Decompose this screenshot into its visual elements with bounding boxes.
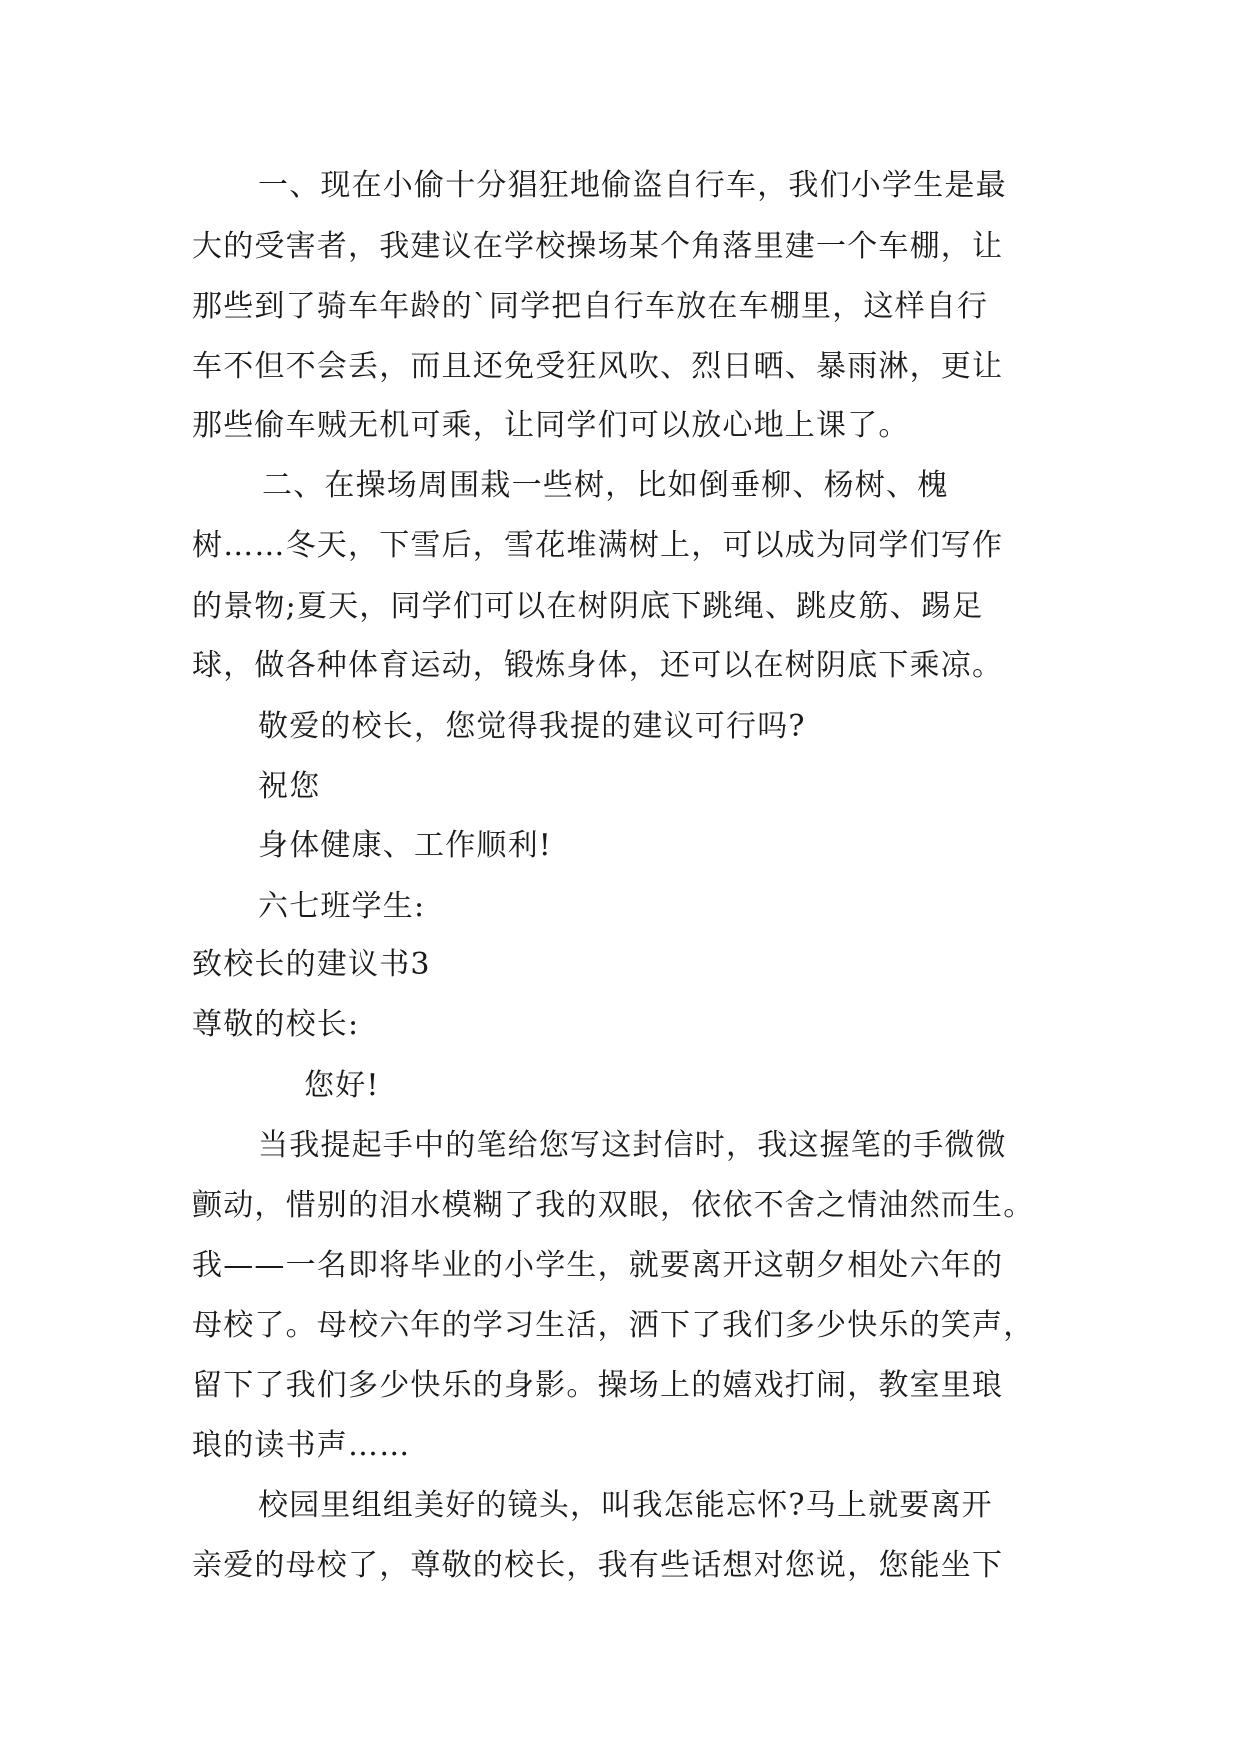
paragraph-line: 那些到了骑车年龄的`同学把自行车放在车棚里，这样自行 bbox=[192, 289, 989, 324]
section-title: 致校长的建议书3 bbox=[192, 947, 431, 982]
paragraph-line: 琅的读书声…… bbox=[192, 1428, 411, 1463]
paragraph-line: 颤动，惜别的泪水模糊了我的双眼，依依不舍之情油然而生。 bbox=[192, 1188, 1035, 1223]
closing-question: 敬爱的校长，您觉得我提的建议可行吗? bbox=[258, 709, 806, 744]
paragraph-line: 二、在操场周围栽一些树，比如倒垂柳、杨树、槐 bbox=[262, 468, 949, 503]
salutation-wish-text: 身体健康、工作顺利! bbox=[258, 828, 553, 863]
paragraph-line: 车不但不会丢，而且还免受狂风吹、烈日晒、暴雨淋，更让 bbox=[192, 349, 1004, 384]
salutation-wish: 祝您 bbox=[258, 769, 321, 804]
letter-greeting: 尊敬的校长: bbox=[192, 1007, 360, 1042]
paragraph-line: 一、现在小偷十分猖狂地偷盗自行车，我们小学生是最 bbox=[258, 168, 1007, 203]
signature: 六七班学生: bbox=[258, 889, 426, 924]
paragraph-line: 大的受害者，我建议在学校操场某个角落里建一个车棚，让 bbox=[192, 229, 1004, 264]
paragraph-line: 树……冬天，下雪后，雪花堆满树上，可以成为同学们写作 bbox=[192, 528, 1004, 563]
paragraph-line: 那些偷车贼无机可乘，让同学们可以放心地上课了。 bbox=[192, 408, 910, 443]
paragraph-line: 母校了。母校六年的学习生活，洒下了我们多少快乐的笑声， bbox=[192, 1308, 1035, 1343]
letter-hello: 您好! bbox=[304, 1068, 380, 1103]
paragraph-line: 校园里组组美好的镜头，叫我怎能忘怀?马上就要离开 bbox=[258, 1488, 993, 1523]
paragraph-line: 的景物;夏天，同学们可以在树阴底下跳绳、跳皮筋、踢足 bbox=[192, 589, 984, 624]
paragraph-line: 留下了我们多少快乐的身影。操场上的嬉戏打闹，教室里琅 bbox=[192, 1368, 1004, 1403]
paragraph-line: 当我提起手中的笔给您写这封信时，我这握笔的手微微 bbox=[258, 1128, 1007, 1163]
paragraph-line: 亲爱的母校了，尊敬的校长，我有些话想对您说，您能坐下 bbox=[192, 1548, 1004, 1583]
paragraph-line: 球，做各种体育运动，锻炼身体，还可以在树阴底下乘凉。 bbox=[192, 648, 1004, 683]
paragraph-line: 我——一名即将毕业的小学生，就要离开这朝夕相处六年的 bbox=[192, 1248, 1004, 1283]
